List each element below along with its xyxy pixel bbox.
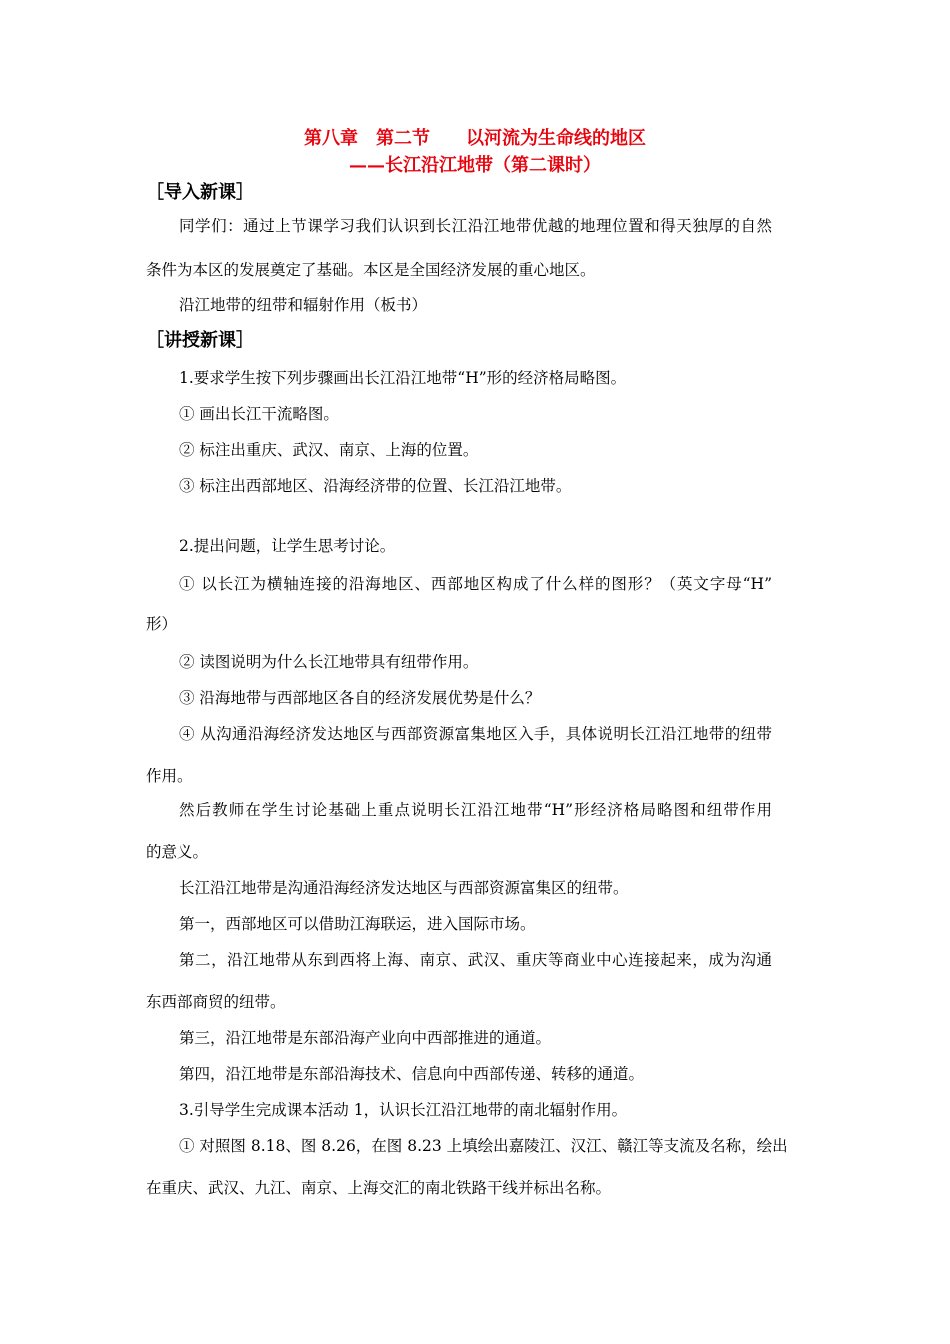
paragraph-line: 条件为本区的发展奠定了基础。本区是全国经济发展的重心地区。 — [146, 261, 596, 279]
document-subtitle: ——长江沿江地带（第二课时） — [349, 155, 601, 176]
list-item: ② 标注出重庆、武汉、南京、上海的位置。 — [179, 441, 479, 459]
paragraph-line: 长江沿江地带是沟通沿海经济发达地区与西部资源富集区的纽带。 — [179, 879, 629, 897]
paragraph-line: 的意义。 — [146, 843, 209, 861]
list-item: ① 对照图 8.18、图 8.26，在图 8.23 上填绘出嘉陵江、汉江、赣江等支流及名称，绘出 — [179, 1137, 788, 1155]
paragraph-line: 作用。 — [146, 767, 193, 785]
list-item: ③ 沿海地带与西部地区各自的经济发展优势是什么？ — [179, 689, 541, 707]
section-heading-lecture: ［讲授新课］ — [146, 330, 254, 351]
paragraph-line: 然后教师在学生讨论基础上重点说明长江沿江地带“H”形经济格局略图和纽带作用 — [179, 801, 772, 819]
paragraph-line: 同学们：通过上节课学习我们认识到长江沿江地带优越的地理位置和得天独厚的自然 — [179, 217, 772, 235]
list-item: ② 读图说明为什么长江地带具有纽带作用。 — [179, 653, 479, 671]
paragraph-line: 在重庆、武汉、九江、南京、上海交汇的南北铁路干线并标出名称。 — [146, 1179, 612, 1197]
paragraph-line: 沿江地带的纽带和辐射作用（板书） — [179, 296, 428, 314]
list-item: ① 以长江为横轴连接的沿海地区、西部地区构成了什么样的图形？（英文字母“H” — [179, 575, 772, 593]
paragraph-line: 第三，沿江地带是东部沿海产业向中西部推进的通道。 — [179, 1029, 552, 1047]
paragraph-line: 第四，沿江地带是东部沿海技术、信息向中西部传递、转移的通道。 — [179, 1065, 645, 1083]
section-heading-intro: ［导入新课］ — [146, 182, 254, 203]
paragraph-line: 第二，沿江地带从东到西将上海、南京、武汉、重庆等商业中心连接起来，成为沟通 — [179, 951, 772, 969]
document-title: 第八章 第二节 以河流为生命线的地区 — [304, 128, 646, 149]
paragraph-line: 3.引导学生完成课本活动 1，认识长江沿江地带的南北辐射作用。 — [179, 1101, 628, 1119]
paragraph-line: 东西部商贸的纽带。 — [146, 993, 286, 1011]
paragraph-line: 第一，西部地区可以借助江海联运，进入国际市场。 — [179, 915, 536, 933]
paragraph-line: 形） — [146, 615, 178, 633]
paragraph-line: 2.提出问题，让学生思考讨论。 — [179, 537, 396, 555]
list-item: ① 画出长江干流略图。 — [179, 405, 339, 423]
list-item: ④ 从沟通沿海经济发达地区与西部资源富集地区入手，具体说明长江沿江地带的纽带 — [179, 725, 772, 743]
list-item: ③ 标注出西部地区、沿海经济带的位置、长江沿江地带。 — [179, 477, 572, 495]
paragraph-line: 1.要求学生按下列步骤画出长江沿江地带“H”形的经济格局略图。 — [179, 369, 627, 387]
